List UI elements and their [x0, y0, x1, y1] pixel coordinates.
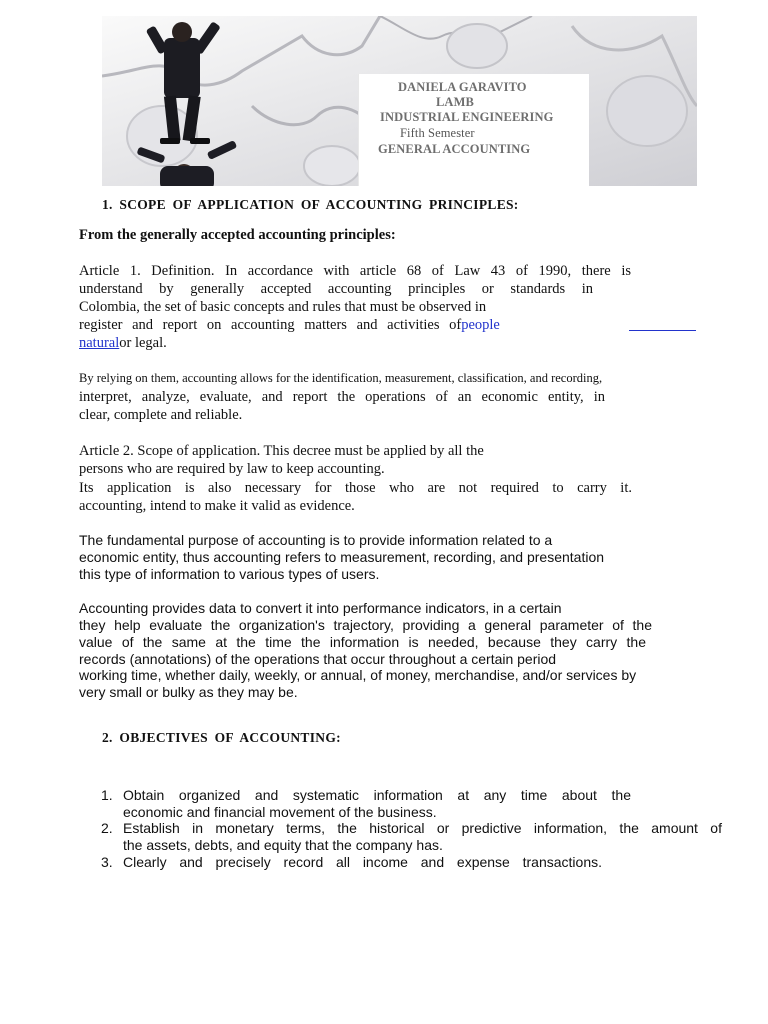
- article1-line3: Colombia, the set of basic concepts and rules that must be observed in: [79, 299, 487, 315]
- objective-2-line2: the assets, debts, and equity that the company has.: [123, 837, 443, 853]
- section1-subheading: From the generally accepted accounting principles:: [79, 227, 396, 243]
- data-para-line5: working time, whether daily, weekly, or annual, of money, merchandise, and/or services by: [79, 667, 637, 683]
- para2-line3: clear, complete and reliable.: [79, 407, 243, 423]
- article1-line4-text: register and report on accounting matters and activities of: [79, 317, 462, 333]
- objective-2-number: 2.: [101, 820, 113, 836]
- data-para-line4: records (annotations) of the operations that occur throughout a certain period: [79, 651, 557, 667]
- people-link[interactable]: people: [461, 317, 500, 333]
- article2-line4: accounting, intend to make it valid as evidence.: [79, 498, 355, 514]
- section1-heading: 1. SCOPE OF APPLICATION OF ACCOUNTING PRINCIPLES:: [102, 197, 519, 212]
- natural-link[interactable]: natural: [79, 335, 120, 351]
- link-underline: [629, 330, 696, 331]
- article1-line5: [79, 334, 167, 352]
- section2-heading: 2. OBJECTIVES OF ACCOUNTING:: [102, 730, 341, 745]
- purpose-line2: economic entity, thus accounting refers to measurement, recording, and presentation: [79, 549, 605, 565]
- objective-3-number: 3.: [101, 854, 113, 870]
- objective-1-line1: Obtain organized and systematic information at any time about the: [123, 787, 631, 803]
- article2-line2: persons who are required by law to keep accounting.: [79, 461, 385, 477]
- program-name: INDUSTRIAL ENGINEERING: [380, 110, 554, 124]
- para2-line2: interpret, analyze, evaluate, and report the operations of an economic entity, in: [79, 389, 605, 405]
- para2-line1: By relying on them, accounting allows for the identification, measurement, classification, and recording,: [79, 371, 603, 385]
- article1-line1: Article 1. Definition. In accordance with article 68 of Law 43 of 1990, there is: [79, 263, 631, 279]
- purpose-line1: The fundamental purpose of accounting is to provide information related to a: [79, 532, 553, 548]
- data-para-line2: they help evaluate the organization's trajectory, providing a general parameter of the: [79, 617, 652, 633]
- article2-line3: Its application is also necessary for those who are not required to carry it.: [79, 480, 632, 496]
- author-name-line2: LAMB: [436, 95, 474, 109]
- article1-line2: understand by generally accepted accounting principles or standards in: [79, 281, 593, 297]
- article1-line5-text: or legal.: [119, 335, 167, 351]
- data-para-line6: very small or bulky as they may be.: [79, 684, 298, 700]
- course-name: GENERAL ACCOUNTING: [378, 142, 531, 156]
- data-para-line3: value of the same at the time the information is needed, because they carry the: [79, 634, 646, 650]
- data-para-line1: Accounting provides data to convert it into performance indicators, in a certain: [79, 600, 562, 616]
- objective-1-line2: economic and financial movement of the business.: [123, 804, 437, 820]
- objective-1-number: 1.: [101, 787, 113, 803]
- purpose-line3: this type of information to various types of users.: [79, 566, 380, 582]
- objective-3-line1: Clearly and precisely record all income and expense transactions.: [123, 854, 602, 870]
- header-banner-image: [102, 16, 697, 186]
- article2-line1: Article 2. Scope of application. This decree must be applied by all the: [79, 443, 484, 459]
- author-name-line1: DANIELA GARAVITO: [398, 80, 527, 94]
- article1-line4: [79, 316, 500, 334]
- objective-2-line1: Establish in monetary terms, the historical or predictive information, the amount of: [123, 820, 722, 836]
- semester: Fifth Semester: [400, 126, 475, 140]
